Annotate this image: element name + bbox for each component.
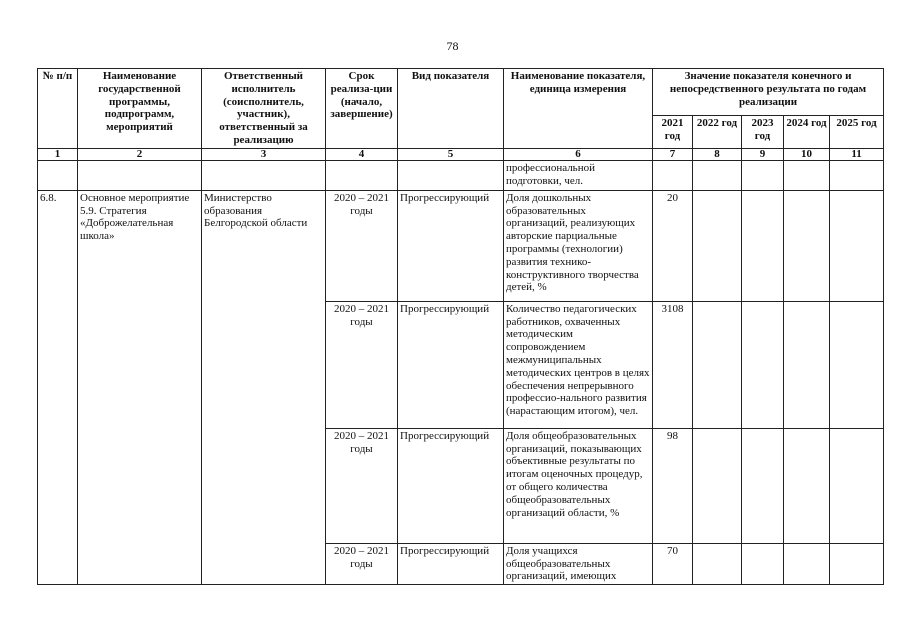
column-number: 1 — [38, 148, 78, 160]
table-row — [38, 160, 884, 190]
header-term: Срок реализа-ции (начало, завершение) — [326, 69, 398, 149]
value-2021-cell: 20 — [653, 190, 693, 301]
header-executor: Ответственный исполнитель (соисполнитель, участник), ответственный за реализацию — [202, 69, 326, 149]
value-2021-cell: 98 — [653, 428, 693, 543]
column-number-row — [38, 148, 884, 160]
term-cell: 2020 – 2021 годы — [326, 543, 398, 584]
indicator-table — [37, 68, 884, 585]
indicator-type-cell: Прогрессирующий — [398, 301, 504, 428]
term-cell: 2020 – 2021 годы — [326, 190, 398, 301]
header-name: Наименование государственной программы, подпрограмм, мероприятий — [78, 69, 202, 149]
header-indicator-type: Вид показателя — [398, 69, 504, 149]
column-number: 10 — [784, 148, 830, 160]
item-number-cell: 6.8. — [38, 190, 78, 584]
header-num: № п/п — [38, 69, 78, 149]
header-row — [38, 69, 884, 116]
indicator-name-cell: Доля дошкольных образовательных организаций, реализующих авторские парциальные программы (технологии) развития технико-конструктивного творчества детей, % — [504, 190, 653, 301]
value-2021-cell: 3108 — [653, 301, 693, 428]
indicator-name-cell: профессиональной подготовки, чел. — [504, 160, 653, 190]
column-number: 3 — [202, 148, 326, 160]
executor-cell: Министерство образования Белгородской области — [202, 190, 326, 584]
column-number: 7 — [653, 148, 693, 160]
column-number: 8 — [693, 148, 742, 160]
header-year: 2023 год — [742, 116, 784, 149]
column-number: 2 — [78, 148, 202, 160]
table-row — [38, 190, 884, 301]
header-year: 2025 год — [830, 116, 884, 149]
value-2021-cell: 70 — [653, 543, 693, 584]
indicator-type-cell: Прогрессирующий — [398, 190, 504, 301]
header-year: 2024 год — [784, 116, 830, 149]
column-number: 11 — [830, 148, 884, 160]
column-number: 6 — [504, 148, 653, 160]
header-values-group: Значение показателя конечного и непосредственного результата по годам реализации — [653, 69, 884, 116]
indicator-name-cell: Доля общеобразовательных организаций, показывающих объективные результаты по итогам оценочных процедур, от общего количества общеобразовательных организаций области, % — [504, 428, 653, 543]
page-number: 78 — [446, 39, 459, 53]
term-cell: 2020 – 2021 годы — [326, 428, 398, 543]
indicator-type-cell: Прогрессирующий — [398, 543, 504, 584]
column-number: 9 — [742, 148, 784, 160]
header-year: 2021 год — [653, 116, 693, 149]
header-indicator-name: Наименование показателя, единица измерения — [504, 69, 653, 149]
indicator-name-cell: Доля учащихся общеобразовательных организаций, имеющих — [504, 543, 653, 584]
column-number: 4 — [326, 148, 398, 160]
indicator-name-cell: Количество педагогических работников, охваченных методическим сопровождением межмуниципальных методических центров в целях обеспечения непрерывного профессио-нального развития (нарастающим итогом), чел. — [504, 301, 653, 428]
term-cell: 2020 – 2021 годы — [326, 301, 398, 428]
column-number: 5 — [398, 148, 504, 160]
header-year: 2022 год — [693, 116, 742, 149]
item-name-cell: Основное мероприятие 5.9. Стратегия «Доброжелательная школа» — [78, 190, 202, 584]
indicator-type-cell: Прогрессирующий — [398, 428, 504, 543]
